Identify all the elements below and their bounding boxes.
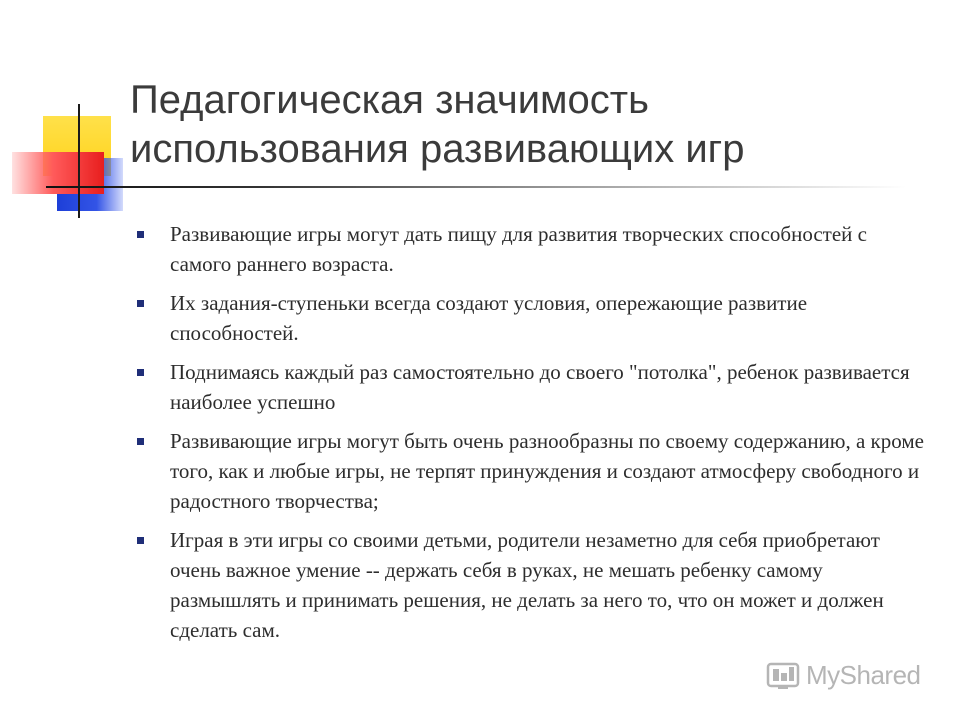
bullet-marker-icon [137, 369, 144, 376]
bullet-item [170, 219, 930, 279]
bullet-marker-icon [137, 231, 144, 238]
bullet-marker-icon [137, 438, 144, 445]
bullet-marker-icon [137, 300, 144, 307]
slide-title: Педагогическая значимость использования развивающих игр [130, 78, 745, 171]
bullet-text: Их задания-ступеньки всегда создают условия, опережающие развитие способностей. [170, 291, 808, 345]
bullet-list [170, 219, 930, 654]
myshared-watermark[interactable] [766, 655, 921, 695]
bullet-text: Развивающие игры могут быть очень разнообразны по своему содержанию, а кроме того, как и любые игры, не терпят принуждения и создают атмосферу свободного и радостного творчества; [170, 429, 924, 513]
title-underline-divider [46, 186, 906, 188]
bullet-item [170, 357, 930, 417]
bullet-text: Играя в эти игры со своими детьми, родители незаметно для себя приобретают очень важное умение -- держать себя в руках, не мешать ребенку самому размышлять и принимать решения, не делать за него то, что он может и должен сделать сам. [170, 528, 884, 642]
decorative-vertical-line [78, 104, 80, 218]
bullet-marker-icon [137, 537, 144, 544]
myshared-logo-icon [766, 658, 800, 692]
bullet-text: Развивающие игры могут дать пищу для развития творческих способностей с самого раннего возраста. [170, 222, 867, 276]
bullet-item [170, 525, 930, 645]
bullet-text: Поднимаясь каждый раз самостоятельно до своего "потолка", ребенок развивается наиболее успешно [170, 360, 910, 414]
bullet-item [170, 426, 930, 516]
bullet-item [170, 288, 930, 348]
watermark-label: MyShared [806, 659, 921, 690]
